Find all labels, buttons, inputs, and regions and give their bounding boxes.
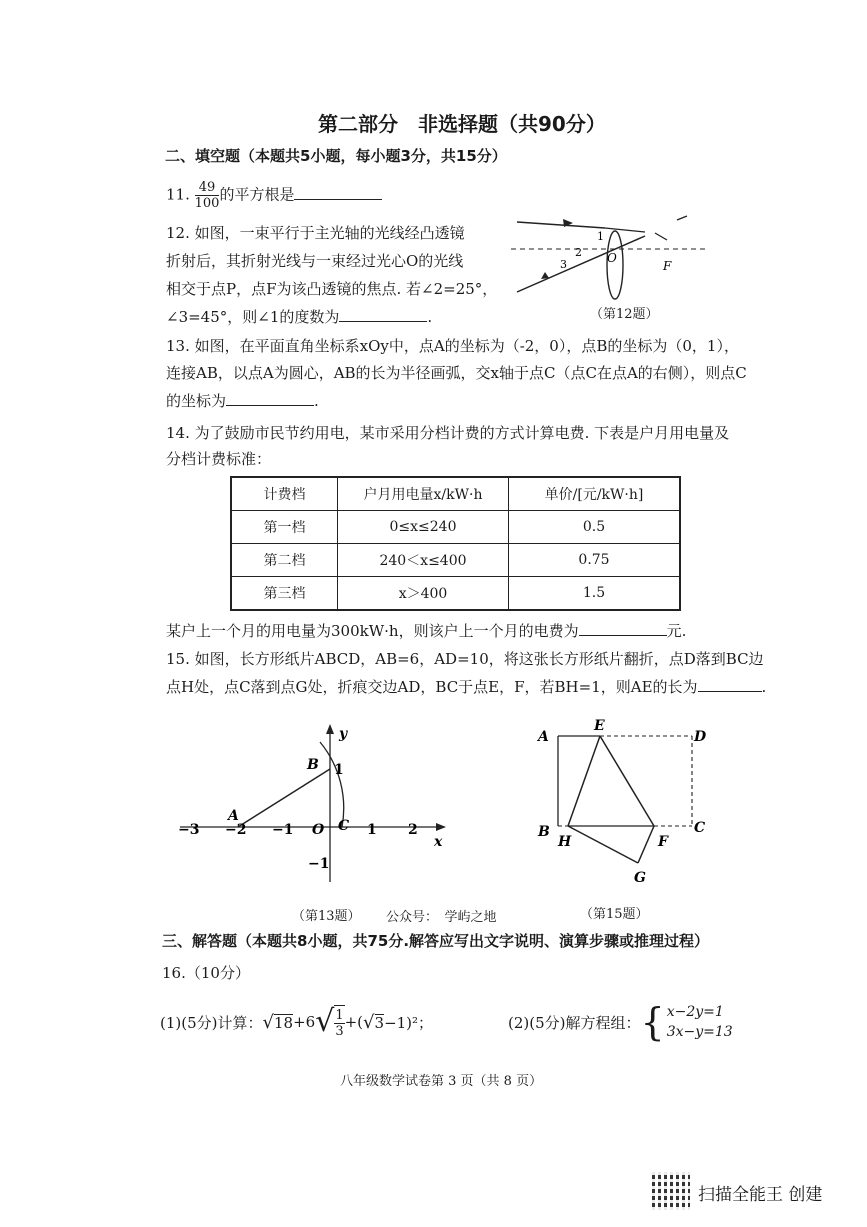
equation-2: 3x−y=13 <box>666 1024 733 1040</box>
answer-blank <box>579 621 667 636</box>
caption-q15: （第15题） <box>580 907 649 922</box>
point-a-label: A <box>538 729 549 745</box>
q14-line2: 分档计费标准： <box>166 450 272 468</box>
ray-arrow <box>541 272 549 279</box>
angle-3-label: 3 <box>560 258 567 271</box>
q12-line4-text: ∠3=45°，则∠1的度数为 <box>166 308 340 326</box>
refracted-ray <box>605 228 645 232</box>
sqrt-one-third <box>315 1005 344 1039</box>
q14-after <box>166 620 686 642</box>
q13-line3: 的坐标为 . <box>166 392 319 410</box>
sqrt-18 <box>263 1012 294 1033</box>
point-b-label: B <box>307 757 319 773</box>
section-heading-fill-blank: 二、填空题（本题共5小题，每小题3分，共15分） <box>165 147 507 165</box>
fold-ef <box>600 736 654 826</box>
point-h-label: H <box>558 834 572 850</box>
x-axis-label: x <box>434 834 443 850</box>
table-row <box>231 544 680 577</box>
coordinate-plane-figure <box>172 722 452 892</box>
point-g-label: G <box>634 870 646 886</box>
table-cell: 0≤x≤240 <box>338 511 509 544</box>
fraction-49-100 <box>195 180 220 211</box>
segment-ab <box>238 769 330 827</box>
ray-segment <box>655 233 667 240</box>
table-header: 户月用电量x/kW·h <box>338 477 509 511</box>
arc-from-a <box>320 742 344 827</box>
q16-part1 <box>160 1000 433 1044</box>
q16-open-paren: +( <box>344 1013 364 1031</box>
tick-label: 1 <box>367 822 377 838</box>
x-axis-arrow <box>436 823 446 831</box>
point-c-label: C <box>694 820 706 836</box>
table-cell: 240＜x≤400 <box>338 544 509 577</box>
y-axis-arrow <box>326 724 334 734</box>
table-cell: x＞400 <box>338 577 509 611</box>
q16-plus6: +6 <box>293 1013 316 1031</box>
table-row <box>231 511 680 544</box>
point-f-label: F <box>658 834 668 850</box>
table-cell: 0.5 <box>509 511 681 544</box>
fraction-denominator: 100 <box>194 196 220 211</box>
radicand: 18 <box>273 1013 294 1032</box>
unit-yuan: 元. <box>666 622 687 640</box>
edge-eh <box>568 736 600 826</box>
fraction-numerator: 49 <box>195 180 220 196</box>
q15-line1: 15. 如图，长方形纸片ABCD，AB=6，AD=10，将这张长方形纸片翻折，点D落到BC边 <box>166 650 764 668</box>
qr-code-overlay <box>652 1172 690 1210</box>
question-number: 11. <box>166 185 190 204</box>
point-b-label: B <box>538 824 550 840</box>
q16-part1-label: (1)(5分)计算： <box>160 1013 263 1032</box>
tick-label: 2 <box>408 822 418 838</box>
edge-gf <box>638 826 654 863</box>
table-header: 单价/[元/kW·h] <box>509 477 681 511</box>
tick-label: −3 <box>178 822 200 838</box>
brace-icon: { <box>640 1000 665 1044</box>
sqrt-3 <box>363 1012 384 1033</box>
folded-rectangle-figure <box>530 716 730 886</box>
edge-hg <box>568 826 638 863</box>
table-header: 计费档 <box>231 477 338 511</box>
angle-1-label: 1 <box>597 230 604 243</box>
answer-blank <box>226 391 314 406</box>
table-cell: 第二档 <box>231 544 338 577</box>
answer-blank <box>698 677 762 692</box>
point-d-label: D <box>694 729 707 745</box>
table-cell: 第三档 <box>231 577 338 611</box>
q12-line2: 折射后，其折射光线与一束经过光心O的光线 <box>166 252 464 270</box>
tick-label: −1 <box>308 856 330 872</box>
q16-part2 <box>508 1000 733 1044</box>
point-e-label: E <box>594 718 605 734</box>
parallel-ray <box>517 222 605 228</box>
q14-line1: 14. 为了鼓励市民节约用电，某市采用分档计费的方式计算电费. 下表是户月用电量及 <box>166 424 730 442</box>
answer-blank <box>339 307 427 322</box>
tick-label: 1 <box>334 762 344 778</box>
convex-lens <box>607 231 623 299</box>
radicand: 3 <box>374 1013 385 1032</box>
question-text: 的平方根是 <box>219 185 295 204</box>
q12-line1: 12. 如图，一束平行于主光轴的光线经凸透镜 <box>166 224 465 242</box>
caption-q13: （第13题） <box>292 909 361 924</box>
q16-part2-label: (2)(5分)解方程组： <box>508 1013 641 1032</box>
fraction-one-third <box>334 1005 344 1039</box>
table-row <box>231 577 680 611</box>
q14-after-text: 某户上一个月的用电量为300kW·h，则该户上一个月的电费为 <box>166 622 579 640</box>
camscanner-label: 扫描全能王 创建 <box>698 1185 823 1205</box>
page-title: 第二部分 非选择题（共90分） <box>318 112 606 136</box>
tick-label: −2 <box>225 822 247 838</box>
optical-center-label: O <box>607 251 617 265</box>
radical-sign: √ <box>262 1011 274 1033</box>
watermark-text: 公众号： 学屿之地 <box>386 910 497 925</box>
fraction-numerator: 1 <box>335 1008 344 1023</box>
fee-table <box>230 476 681 611</box>
angle-2-label: 2 <box>575 246 582 259</box>
table-cell: 1.5 <box>509 577 681 611</box>
page-footer: 八年级数学试卷第 3 页（共 8 页） <box>340 1074 543 1089</box>
q12-line4: ∠3=45°，则∠1的度数为 . <box>166 308 433 326</box>
question-11 <box>166 180 382 211</box>
table-header-row <box>231 477 680 511</box>
y-axis-label: y <box>339 726 348 742</box>
equation-1: x−2y=1 <box>666 1004 724 1020</box>
point-a-label: A <box>228 808 239 824</box>
equation-system <box>667 1002 733 1042</box>
q15-line2-text: 点H处，点C落到点G处，折痕交边AD，BC于点E，F，若BH=1，则AE的长为 <box>166 678 698 696</box>
q13-line3-text: 的坐标为 <box>166 392 227 410</box>
q12-line3: 相交于点P，点F为该凸透镜的焦点. 若∠2=25°， <box>166 280 498 298</box>
radical-sign: √ <box>363 1011 375 1033</box>
answer-blank <box>294 185 382 200</box>
q16-heading: 16.（10分） <box>162 964 250 982</box>
focus-label: F <box>663 259 672 273</box>
table-cell: 0.75 <box>509 544 681 577</box>
point-c-label: C <box>338 818 350 834</box>
ray-through-optical-center <box>517 236 645 292</box>
fraction-denominator: 3 <box>335 1024 344 1039</box>
table-cell: 第一档 <box>231 511 338 544</box>
origin-label: O <box>312 822 325 838</box>
q16-tail: −1)²； <box>384 1013 434 1032</box>
ray-segment <box>677 216 687 220</box>
section-heading-answer: 三、解答题（本题共8小题，共75分.解答应写出文字说明、演算步骤或推理过程） <box>162 932 710 950</box>
q13-line2: 连接AB，以点A为圆心，AB的长为半径画弧，交x轴于点C（点C在点A的右侧），则点C <box>166 364 747 382</box>
caption-q12: （第12题） <box>590 307 659 322</box>
tick-label: −1 <box>272 822 294 838</box>
q13-line1: 13. 如图，在平面直角坐标系xOy中，点A的坐标为（-2，0），点B的坐标为（0，1）， <box>166 337 739 355</box>
radical-sign: √ <box>315 1004 335 1039</box>
q15-line2: 点H处，点C落到点G处，折痕交边AD，BC于点E，F，若BH=1，则AE的长为 . <box>166 678 767 696</box>
